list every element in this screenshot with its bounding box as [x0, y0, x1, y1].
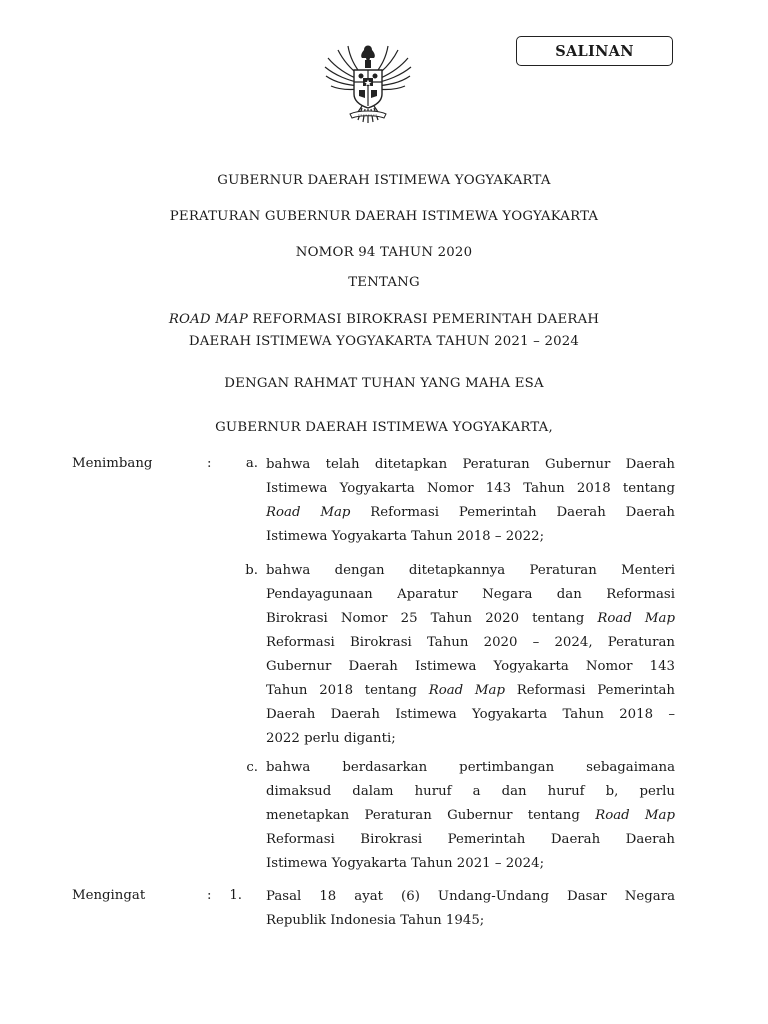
paragraph-line: Reformasi Birokrasi Tahun 2020 – 2024, Peraturan	[266, 635, 675, 650]
mengingat-marker-1: 1.	[229, 888, 242, 903]
menimbang-item-a	[266, 453, 675, 549]
paragraph-line: Pasal 18 ayat (6) Undang-Undang Dasar Negara	[266, 889, 675, 904]
about-heading: TENTANG	[348, 275, 420, 290]
line-rest: Reformasi Pemerintah Daerah Daerah	[370, 505, 675, 520]
signatory-heading: GUBERNUR DAERAH ISTIMEWA YOGYAKARTA,	[215, 420, 553, 435]
paragraph-line: dimaksud dalam huruf a dan huruf b, perlu	[266, 784, 675, 799]
paragraph-line: Daerah Daerah Istimewa Yogyakarta Tahun 2018 –	[266, 707, 675, 722]
line-start: Birokrasi Nomor 25 Tahun 2020 tentang	[266, 611, 585, 626]
paragraph-line: Istimewa Yogyakarta Tahun 2021 – 2024;	[266, 856, 545, 871]
menimbang-marker-a: a.	[245, 456, 258, 471]
menimbang-label: Menimbang	[72, 456, 153, 471]
paragraph-line: Reformasi Birokrasi Pemerintah Daerah Daerah	[266, 832, 675, 847]
paragraph-line: Gubernur Daerah Istimewa Yogyakarta Nomor 143	[266, 659, 675, 674]
paragraph-line: Republik Indonesia Tahun 1945;	[266, 913, 485, 928]
subject-italic-term: ROAD MAP	[168, 312, 248, 327]
mengingat-label: Mengingat	[72, 888, 146, 903]
issuer-heading: GUBERNUR DAERAH ISTIMEWA YOGYAKARTA	[217, 173, 551, 188]
garuda-pancasila-emblem-icon	[320, 36, 416, 128]
paragraph-line: bahwa berdasarkan pertimbangan sebagaimana	[266, 760, 675, 775]
paragraph-line: Istimewa Yogyakarta Nomor 143 Tahun 2018 tentang	[266, 481, 675, 496]
salinan-stamp: SALINAN	[516, 36, 673, 66]
regulation-number: NOMOR 94 TAHUN 2020	[295, 245, 473, 260]
subject-line-1-rest: REFORMASI BIROKRASI PEMERINTAH DAERAH	[247, 312, 600, 327]
paragraph-line: 2022 perlu diganti;	[266, 731, 396, 746]
invocation-heading: DENGAN RAHMAT TUHAN YANG MAHA ESA	[224, 376, 544, 391]
italic-term: Road Map	[428, 683, 505, 698]
italic-term: Road Map	[597, 611, 675, 626]
line-start: Tahun 2018 tentang	[266, 683, 417, 698]
paragraph-line	[266, 607, 675, 631]
subject-line-2: DAERAH ISTIMEWA YOGYAKARTA TAHUN 2021 – 2024	[188, 334, 580, 349]
menimbang-marker-b: b.	[245, 563, 258, 578]
paragraph-line	[266, 501, 675, 525]
paragraph-line	[266, 804, 675, 828]
italic-term: Road Map	[266, 505, 351, 520]
mengingat-colon: :	[207, 888, 212, 903]
italic-term: Road Map	[595, 808, 675, 823]
menimbang-item-c	[266, 756, 675, 876]
regulation-heading: PERATURAN GUBERNUR DAERAH ISTIMEWA YOGYAKARTA	[169, 209, 599, 224]
line-start: menetapkan Peraturan Gubernur tentang	[266, 808, 580, 823]
paragraph-line: Pendayagunaan Aparatur Negara dan Reformasi	[266, 587, 675, 602]
menimbang-marker-c: c.	[246, 760, 258, 775]
paragraph-line: Istimewa Yogyakarta Tahun 2018 – 2022;	[266, 529, 545, 544]
line-rest: Reformasi Pemerintah	[516, 683, 675, 698]
menimbang-item-b	[266, 559, 675, 751]
menimbang-colon: :	[207, 456, 212, 471]
paragraph-line	[266, 679, 675, 703]
paragraph-line: bahwa telah ditetapkan Peraturan Gubernur Daerah	[266, 457, 675, 472]
mengingat-item-1	[266, 885, 675, 933]
subject-line-1	[0, 312, 768, 327]
paragraph-line: bahwa dengan ditetapkannya Peraturan Menteri	[266, 563, 675, 578]
